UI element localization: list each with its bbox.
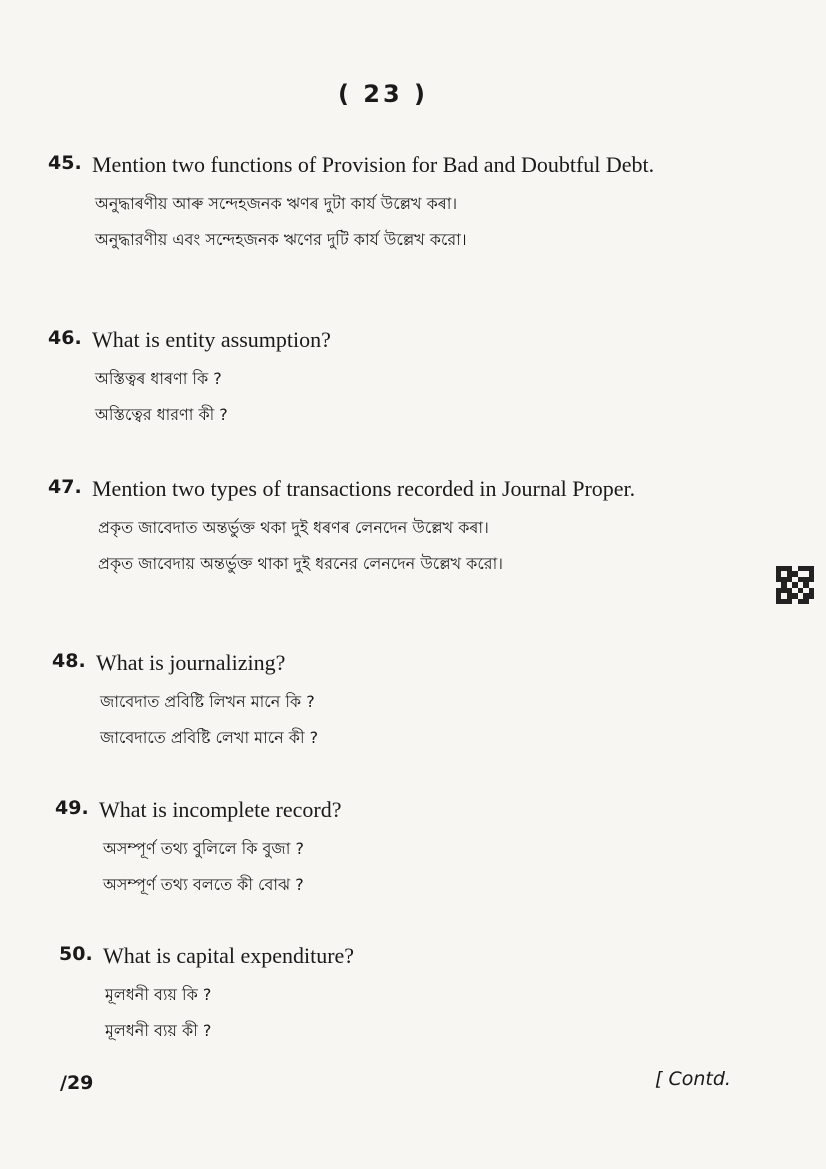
question-48 — [52, 648, 712, 749]
question-49 — [55, 795, 715, 896]
question-text-assamese: জাবেদাত প্ৰবিষ্টি লিখন মানে কি ? — [100, 692, 315, 711]
page-number: ( 23 ) — [337, 80, 429, 108]
question-text-bengali: মূলধনী ব্যয় কী ? — [105, 1021, 212, 1040]
question-text-bengali: অনুদ্ধারণীয় এবং সন্দেহজনক ঋণের দুটি কার্য উল্লেখ করো। — [95, 230, 467, 249]
question-47 — [48, 474, 708, 575]
question-text-assamese: অস্তিত্বৰ ধাৰণা কি ? — [95, 369, 222, 388]
question-text-english: What is entity assumption? — [92, 327, 331, 352]
question-46 — [48, 325, 708, 426]
question-text-assamese: মূলধনী ব্যয় কি ? — [105, 985, 212, 1004]
paper-code: /29 — [60, 1072, 94, 1094]
question-number: 49. — [55, 797, 89, 819]
question-50 — [59, 941, 719, 1042]
question-45 — [48, 150, 708, 251]
question-text-english: What is journalizing? — [96, 650, 286, 675]
question-text-bengali: অস্তিত্বের ধারণা কী ? — [95, 405, 228, 424]
question-number: 45. — [48, 152, 82, 174]
question-number: 48. — [52, 650, 86, 672]
question-text-assamese: অনুদ্ধাৰণীয় আৰু সন্দেহজনক ঋণৰ দুটা কাৰ্য উল্লেখ কৰা। — [95, 194, 458, 213]
question-text-english: What is capital expenditure? — [103, 943, 355, 968]
question-text-english: Mention two types of transactions recorded in Journal Proper. — [92, 476, 636, 501]
continued-label: [ Contd. — [655, 1068, 731, 1090]
question-text-assamese: প্ৰকৃত জাবেদাত অন্তৰ্ভুক্ত থকা দুই ধৰণৰ লেনদেন উল্লেখ কৰা। — [98, 518, 489, 537]
question-text-bengali: প্রকৃত জাবেদায় অন্তর্ভুক্ত থাকা দুই ধরনের লেনদেন উল্লেখ করো। — [98, 554, 503, 573]
question-number: 46. — [48, 327, 82, 349]
question-number: 50. — [59, 943, 93, 965]
question-text-english: Mention two functions of Provision for Bad and Doubtful Debt. — [92, 152, 655, 177]
question-text-assamese: অসম্পূৰ্ণ তথ্য বুলিলে কি বুজা ? — [103, 839, 304, 858]
question-number: 47. — [48, 476, 82, 498]
qr-code-icon — [776, 566, 814, 604]
question-text-bengali: জাবেদাতে প্রবিষ্টি লেখা মানে কী ? — [100, 728, 319, 747]
question-text-bengali: অসম্পূর্ণ তথ্য বলতে কী বোঝ ? — [103, 875, 304, 894]
question-text-english: What is incomplete record? — [99, 797, 342, 822]
